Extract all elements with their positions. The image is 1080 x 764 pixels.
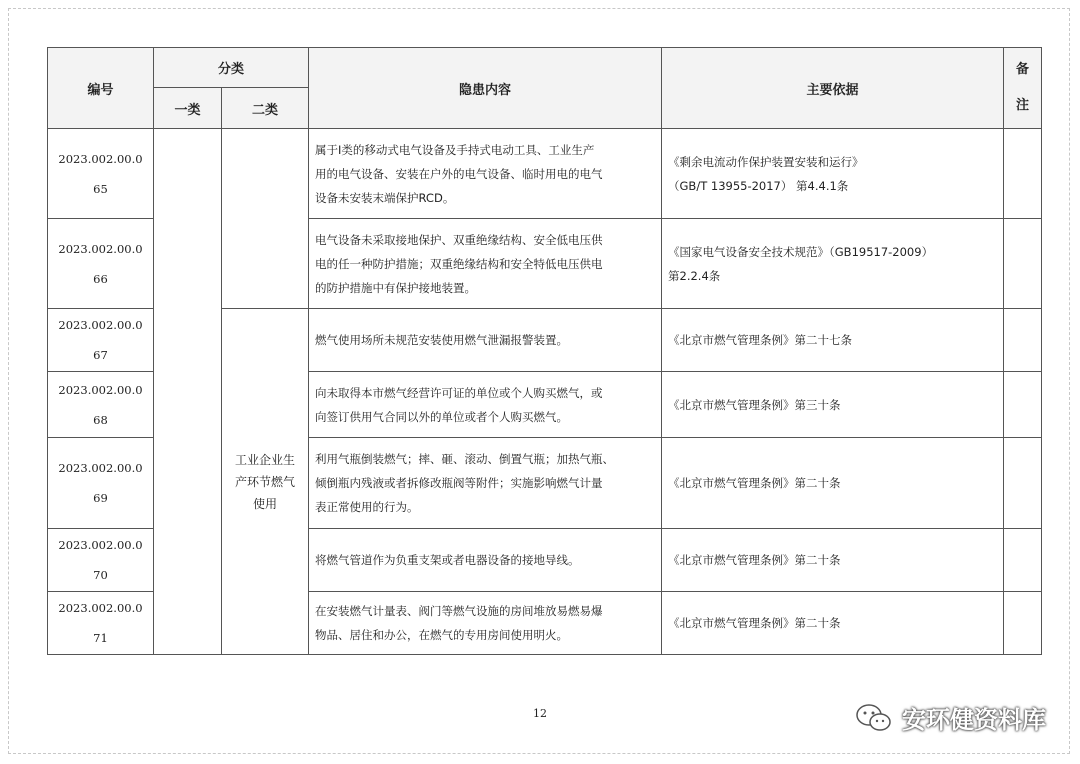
note-cell: [1004, 529, 1042, 592]
hazard-cell: [309, 372, 662, 438]
hazard-table: [47, 47, 1042, 655]
note-cell: [1004, 219, 1042, 309]
watermark: [854, 700, 1046, 735]
basis-cell: [662, 592, 1004, 655]
hazard-line: 的防护措施中有保护接地装置。: [315, 280, 477, 295]
hazard-cell: [309, 529, 662, 592]
hazard-cell: [309, 438, 662, 529]
wechat-icon: [854, 703, 894, 733]
basis-cell: [662, 129, 1004, 219]
page-number: 12: [533, 707, 547, 720]
hazard-line: 利用气瓶倒装燃气；摔、砸、滚动、倒置气瓶；加热气瓶、: [315, 452, 615, 466]
hazard-line: 燃气使用场所未规范安装使用燃气泄漏报警装置。: [315, 333, 569, 347]
row-id-line-2: 65: [93, 181, 108, 196]
hazard-line: 设备未安装末端保护RCD。: [315, 190, 455, 205]
header-note: [1004, 48, 1042, 129]
hazard-line: 电气设备未采取接地保护、双重绝缘结构、安全低电压供: [315, 232, 603, 247]
note-cell: [1004, 309, 1042, 372]
row-id-line-2: 67: [93, 348, 108, 362]
hazard-line: 用的电气设备、安装在户外的电气设备、临时用电的电气: [315, 166, 603, 181]
header-note-line-1: 备: [1016, 62, 1030, 77]
header-hazard: 隐患内容: [309, 48, 662, 129]
category-2-line: 工业企业生: [235, 452, 296, 467]
basis-line: 《北京市燃气管理条例》第二十条: [668, 553, 841, 567]
row-id-line-2: 66: [93, 271, 108, 286]
row-id-line-2: 68: [93, 412, 108, 427]
header-category-1: 一类: [154, 88, 222, 129]
header-category: 分类: [154, 48, 309, 88]
row-id-line-1: 2023.002.00.0: [58, 241, 143, 256]
row-id: [48, 309, 154, 372]
hazard-line: 向未取得本市燃气经营许可证的单位或个人购买燃气，或: [315, 385, 603, 400]
category-2-line: 产环节燃气: [235, 474, 296, 489]
basis-cell: [662, 219, 1004, 309]
basis-line: 《剩余电流动作保护装置安装和运行》: [668, 154, 864, 169]
hazard-line: 倾倒瓶内残液或者拆修改瓶阀等附件；实施影响燃气计量: [315, 476, 603, 490]
row-id-line-1: 2023.002.00.0: [58, 538, 143, 552]
row-id-line-1: 2023.002.00.0: [58, 601, 143, 615]
row-id-line-2: 69: [93, 491, 108, 505]
hazard-cell: [309, 592, 662, 655]
hazard-line: 将燃气管道作为负重支架或者电器设备的接地导线。: [315, 553, 580, 567]
basis-cell: [662, 529, 1004, 592]
table-row: [48, 129, 1042, 219]
basis-cell: [662, 438, 1004, 529]
hazard-line: 电的任一种防护措施；双重绝缘结构和安全特低电压供电: [315, 256, 603, 271]
hazard-line: 属于Ⅰ类的移动式电气设备及手持式电动工具、工业生产: [315, 142, 595, 157]
basis-cell: [662, 372, 1004, 438]
row-id-line-2: 71: [93, 631, 108, 645]
category-2-line: 使用: [253, 496, 278, 511]
row-id-line-1: 2023.002.00.0: [58, 461, 143, 475]
basis-line: 《国家电气设备安全技术规范》（GB19517-2009）: [668, 244, 934, 259]
row-id-line-1: 2023.002.00.0: [58, 318, 143, 332]
hazard-line: 在安装燃气计量表、阀门等燃气设施的房间堆放易燃易爆: [315, 604, 603, 618]
header-note-line-2: 注: [1016, 98, 1030, 113]
header-number: 编号: [48, 48, 154, 129]
hazard-cell: [309, 129, 662, 219]
header-basis: 主要依据: [662, 48, 1004, 129]
basis-line: 第2.2.4条: [668, 268, 721, 283]
basis-line: 《北京市燃气管理条例》第二十条: [668, 616, 841, 630]
row-id: [48, 372, 154, 438]
row-id: [48, 219, 154, 309]
basis-cell: [662, 309, 1004, 372]
category-2-cell-empty: [222, 129, 309, 309]
note-cell: [1004, 372, 1042, 438]
row-id: [48, 129, 154, 219]
category-1-cell: [154, 129, 222, 655]
hazard-cell: [309, 309, 662, 372]
basis-line: 《北京市燃气管理条例》第三十条: [668, 397, 841, 412]
hazard-line: 表正常使用的行为。: [315, 500, 419, 514]
note-cell: [1004, 438, 1042, 529]
hazard-cell: [309, 219, 662, 309]
row-id: [48, 438, 154, 529]
row-id-line-1: 2023.002.00.0: [58, 151, 143, 166]
basis-line: （GB/T 13955-2017） 第4.4.1条: [668, 178, 849, 193]
row-id-line-2: 70: [93, 568, 108, 582]
hazard-line: 物品、居住和办公，在燃气的专用房间使用明火。: [315, 628, 569, 642]
watermark-text: 安环健资料库: [902, 706, 1046, 734]
note-cell: [1004, 129, 1042, 219]
row-id: [48, 529, 154, 592]
basis-line: 《北京市燃气管理条例》第二十条: [668, 476, 841, 490]
category-2-gas-cell: [222, 309, 309, 655]
basis-line: 《北京市燃气管理条例》第二十七条: [668, 333, 853, 347]
row-id-line-1: 2023.002.00.0: [58, 382, 143, 397]
hazard-line: 向签订供用气合同以外的单位或者个人购买燃气。: [315, 409, 569, 424]
row-id: [48, 592, 154, 655]
header-category-2: 二类: [222, 88, 309, 129]
note-cell: [1004, 592, 1042, 655]
